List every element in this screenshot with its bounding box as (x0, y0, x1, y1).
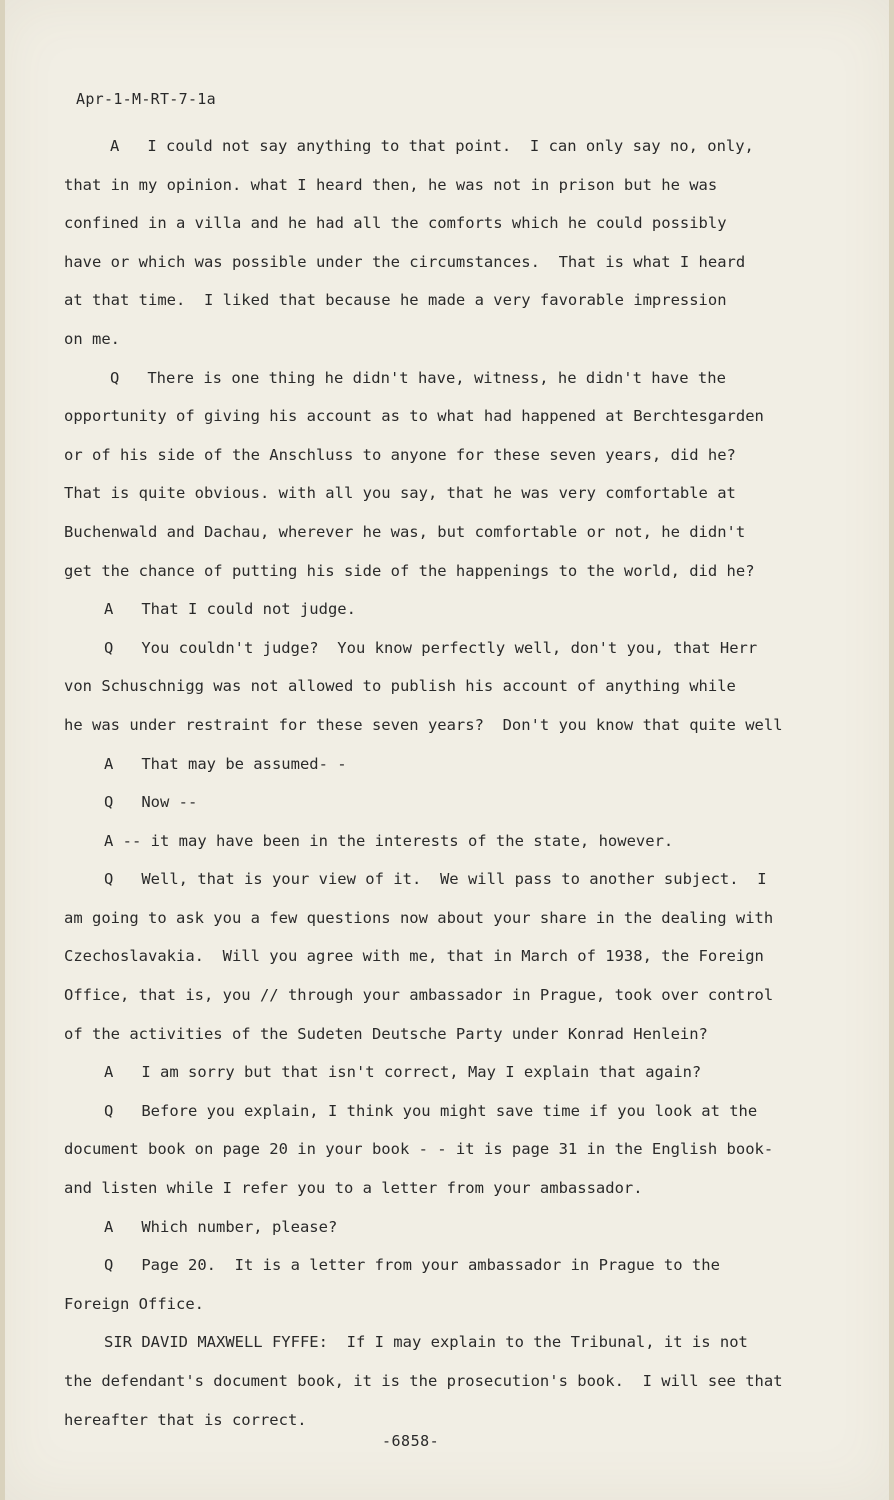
page-right-edge (889, 0, 894, 1500)
text-line: Q Page 20. It is a letter from your ambassador in Prague to the (104, 1256, 720, 1275)
text-line: on me. (64, 329, 120, 348)
text-line: Buchenwald and Dachau, wherever he was, but comfortable or not, he didn't (64, 522, 746, 541)
text-line: Czechoslavakia. Will you agree with me, that in March of 1938, the Foreign (64, 947, 764, 966)
text-line: A -- it may have been in the interests of the state, however. (104, 831, 674, 850)
text-line: A That may be assumed- - (104, 754, 347, 773)
text-line: Q You couldn't judge? You know perfectly well, don't you, that Herr (104, 638, 758, 657)
text-line: the defendant's document book, it is the prosecution's book. I will see that (64, 1372, 783, 1390)
text-line: am going to ask you a few questions now about your share in the dealing with (64, 908, 774, 927)
text-line: confined in a villa and he had all the comforts which he could possibly (64, 214, 727, 233)
text-line: Q Well, that is your view of it. We will pass to another subject. I (104, 870, 767, 889)
text-line: Q Now -- (104, 793, 198, 812)
text-line: Office, that is, you // through your ambassador in Prague, took over control (64, 986, 774, 1005)
text-line: of the activities of the Sudeten Deutsche Party under Konrad Henlein? (64, 1024, 708, 1043)
text-line: at that time. I liked that because he made a very favorable impression (64, 291, 727, 310)
text-line: Q There is one thing he didn't have, witness, he didn't have the (110, 368, 726, 387)
text-line: get the chance of putting his side of the happenings to the world, did he? (64, 561, 755, 580)
text-line: A I could not say anything to that point. I can only say no, only, (110, 137, 754, 155)
text-line: that in my opinion. what I heard then, he was not in prison but he was (64, 175, 718, 194)
text-line: or of his side of the Anschluss to anyone for these seven years, did he? (64, 445, 736, 464)
text-line: he was under restraint for these seven years? Don't you know that quite well (64, 715, 783, 734)
text-line: von Schuschnigg was not allowed to publish his account of anything while (64, 677, 736, 696)
text-line: and listen while I refer you to a letter from your ambassador. (64, 1179, 643, 1198)
document-header: Apr-1-M-RT-7-1a (76, 90, 216, 108)
text-line: A Which number, please? (104, 1217, 338, 1236)
text-line: have or which was possible under the circumstances. That is what I heard (64, 252, 746, 271)
page-number: -6858- (382, 1432, 440, 1450)
transcript-body (64, 127, 804, 1439)
text-line: That is quite obvious. with all you say, that he was very comfortable at (64, 484, 736, 503)
text-line: Q Before you explain, I think you might save time if you look at the (104, 1101, 758, 1120)
page-left-edge (0, 0, 5, 1500)
text-line: document book on page 20 in your book - - it is page 31 in the English book- (64, 1140, 774, 1159)
text-line: opportunity of giving his account as to what had happened at Berchtesgarden (64, 407, 764, 426)
text-line: A I am sorry but that isn't correct, May I explain that again? (104, 1063, 702, 1082)
text-line: hereafter that is correct. (64, 1410, 307, 1429)
text-line: Foreign Office. (64, 1294, 204, 1313)
text-line: SIR DAVID MAXWELL FYFFE: If I may explain to the Tribunal, it is not (104, 1333, 748, 1352)
text-line: A That I could not judge. (104, 600, 356, 619)
